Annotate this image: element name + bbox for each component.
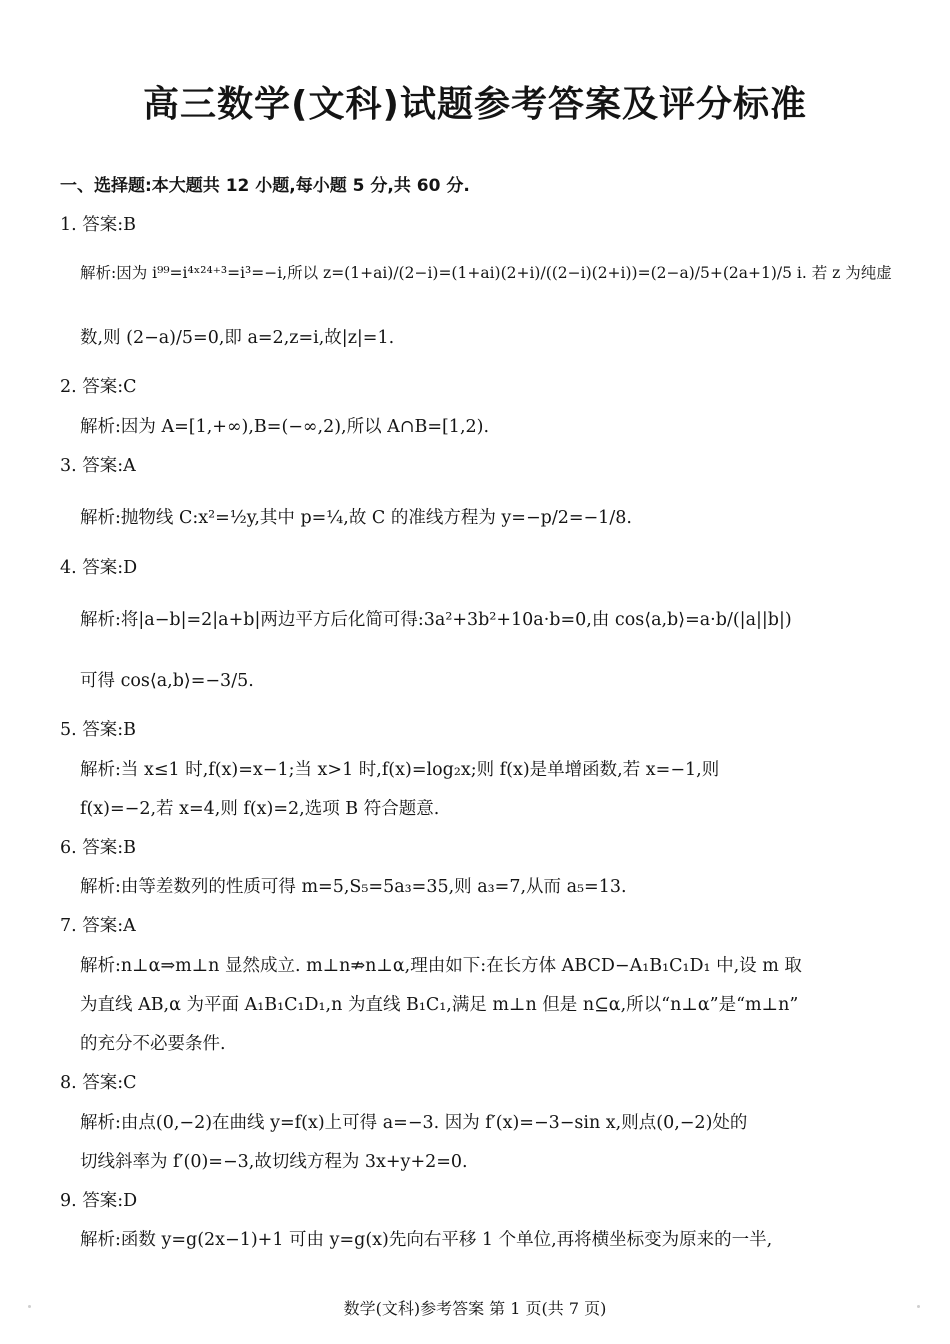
explanation-8-line-1: 解析:由点(0,−2)在曲线 y=f(x)上可得 a=−3. 因为 f′(x)=−3−sin x,则点(0,−2)处的 — [80, 1113, 748, 1133]
explanation-7-line-3: 的充分不必要条件. — [80, 1034, 226, 1054]
answer-6: 6. 答案:B — [60, 838, 137, 858]
answer-2: 2. 答案:C — [60, 377, 137, 397]
answer-3: 3. 答案:A — [60, 456, 136, 476]
scan-speck — [28, 1305, 31, 1308]
section-heading: 一、选择题:本大题共 12 小题,每小题 5 分,共 60 分. — [60, 176, 470, 196]
explanation-4-line-2: 可得 cos⟨a,b⟩=−3/5. — [80, 671, 254, 691]
explanation-8-line-2: 切线斜率为 f′(0)=−3,故切线方程为 3x+y+2=0. — [80, 1152, 468, 1172]
explanation-7-line-2: 为直线 AB,α 为平面 A₁B₁C₁D₁,n 为直线 B₁C₁,满足 m⊥n 但是 n⊆α,所以“n⊥α”是“m⊥n” — [80, 995, 799, 1015]
answer-4: 4. 答案:D — [60, 558, 138, 578]
explanation-1-line-2: 数,则 (2−a)/5=0,即 a=2,z=i,故|z|=1. — [80, 328, 395, 348]
answer-8: 8. 答案:C — [60, 1073, 137, 1093]
page-footer: 数学(文科)参考答案 第 1 页(共 7 页) — [343, 1299, 607, 1318]
explanation-5-line-2: f(x)=−2,若 x=4,则 f(x)=2,选项 B 符合题意. — [80, 799, 440, 819]
answer-5: 5. 答案:B — [60, 720, 137, 740]
explanation-2-line-1: 解析:因为 A=[1,+∞),B=(−∞,2),所以 A∩B=[1,2). — [80, 417, 490, 437]
explanation-3-line-1: 解析:抛物线 C:x²=½y,其中 p=¼,故 C 的准线方程为 y=−p/2=−1/8. — [80, 508, 632, 528]
page-title: 高三数学(文科)试题参考答案及评分标准 — [143, 84, 807, 125]
explanation-1-line-1: 解析:因为 i⁹⁹=i⁴ˣ²⁴⁺³=i³=−i,所以 z=(1+ai)/(2−i)=(1+ai)(2+i)/((2−i)(2+i))=(2−a)/5+(2a+1)/5 i. 若 z 为纯虚 — [80, 264, 892, 282]
explanation-4-line-1: 解析:将|a−b|=2|a+b|两边平方后化简可得:3a²+3b²+10a·b=0,由 cos⟨a,b⟩=a·b/(|a||b|) — [80, 610, 792, 630]
explanation-6-line-1: 解析:由等差数列的性质可得 m=5,S₅=5a₃=35,则 a₃=7,从而 a₅=13. — [80, 877, 627, 897]
answer-7: 7. 答案:A — [60, 916, 136, 936]
explanation-7-line-1: 解析:n⊥α⇒m⊥n 显然成立. m⊥n⇏n⊥α,理由如下:在长方体 ABCD−A₁B₁C₁D₁ 中,设 m 取 — [80, 956, 802, 976]
answer-9: 9. 答案:D — [60, 1191, 138, 1211]
answer-1: 1. 答案:B — [60, 215, 137, 235]
explanation-5-line-1: 解析:当 x≤1 时,f(x)=x−1;当 x>1 时,f(x)=log₂x;则 f(x)是单增函数,若 x=−1,则 — [80, 760, 720, 780]
scan-speck — [917, 1305, 920, 1308]
explanation-9-line-1: 解析:函数 y=g(2x−1)+1 可由 y=g(x)先向右平移 1 个单位,再将横坐标变为原来的一半, — [80, 1230, 773, 1250]
